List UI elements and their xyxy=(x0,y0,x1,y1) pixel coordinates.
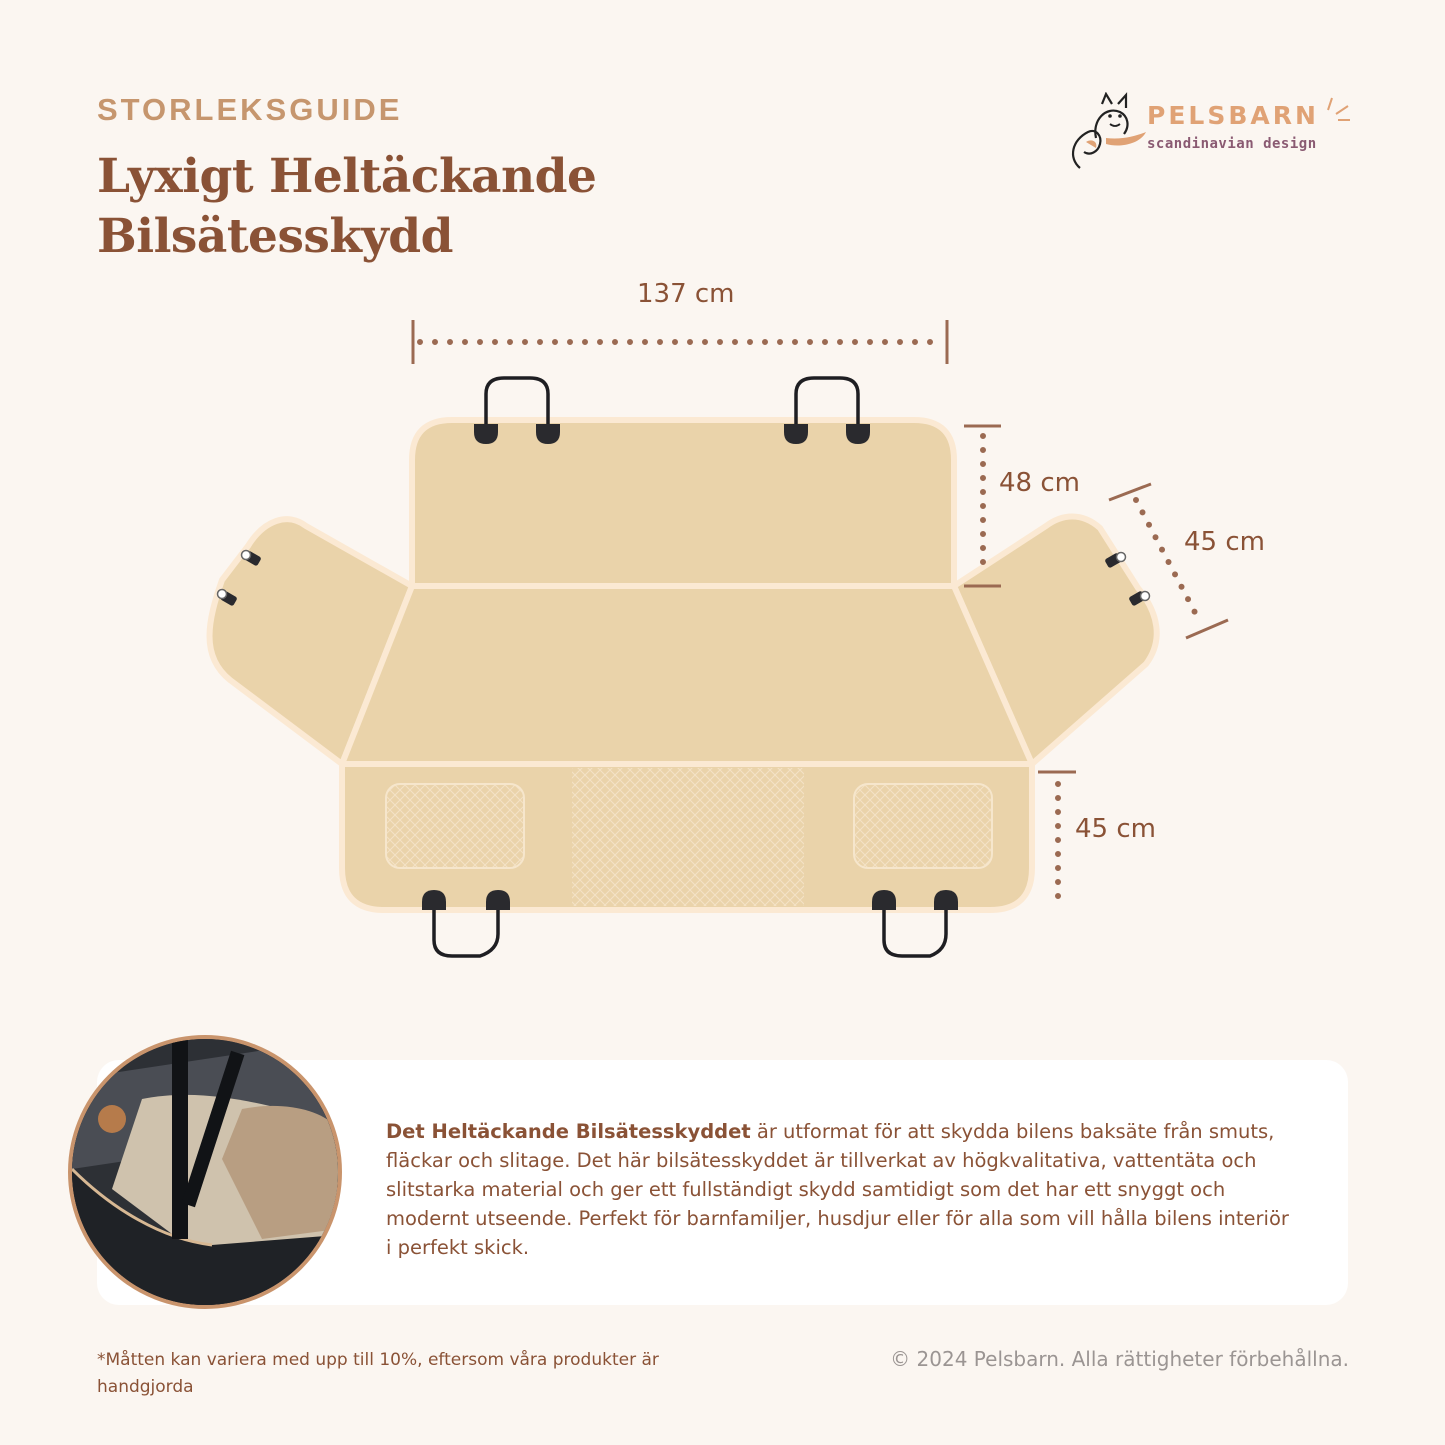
center-mesh-panel xyxy=(572,768,804,906)
left-pocket xyxy=(386,784,524,868)
backrest-panel xyxy=(412,420,954,586)
product-description xyxy=(386,1117,1291,1262)
copyright-text: © 2024 Pelsbarn. Alla rättigheter förbehållna. xyxy=(890,1347,1349,1371)
seat-panel xyxy=(342,586,1032,764)
seat-cover-diagram xyxy=(0,270,1445,990)
front-strap-right xyxy=(884,906,946,956)
front-flap-label: 45 cm xyxy=(1075,814,1156,844)
description-lead: Det Heltäckande Bilsätesskyddet xyxy=(386,1120,751,1143)
section-eyebrow: STORLEKSGUIDE xyxy=(97,92,403,127)
backrest-height-label: 48 cm xyxy=(999,468,1080,498)
front-flap-dimension-line xyxy=(1038,772,1076,902)
measurement-disclaimer: *Måtten kan variera med upp till 10%, eftersom våra produkter är handgjorda xyxy=(97,1350,659,1397)
description-body: är utformat för att skydda bilens baksäte från smuts, fläckar och slitage. Det här bilsätesskyddet är tillverkat av högkvalitativa, vattentäta och slitstarka material och ger ett fullständigt skydd samtidigt som det har ett snyggt och modernt utseende. Perfekt för barnfamiljer, husdjur eller för alla som vill hålla bilens interiör i perfekt skick. xyxy=(386,1120,1289,1259)
product-photo xyxy=(68,1035,342,1309)
side-flap-label: 45 cm xyxy=(1184,527,1265,557)
right-pocket xyxy=(854,784,992,868)
page-title xyxy=(97,147,717,267)
width-label: 137 cm xyxy=(637,279,735,309)
title-line-1: Lyxigt Heltäckande xyxy=(97,149,597,204)
title-line-2: Bilsätesskydd xyxy=(97,209,453,264)
brand-name: PELSBARN xyxy=(1147,101,1319,130)
front-strap-left xyxy=(434,906,498,956)
width-dimension-line xyxy=(413,320,947,364)
brand-tagline: scandinavian design xyxy=(1147,136,1317,152)
